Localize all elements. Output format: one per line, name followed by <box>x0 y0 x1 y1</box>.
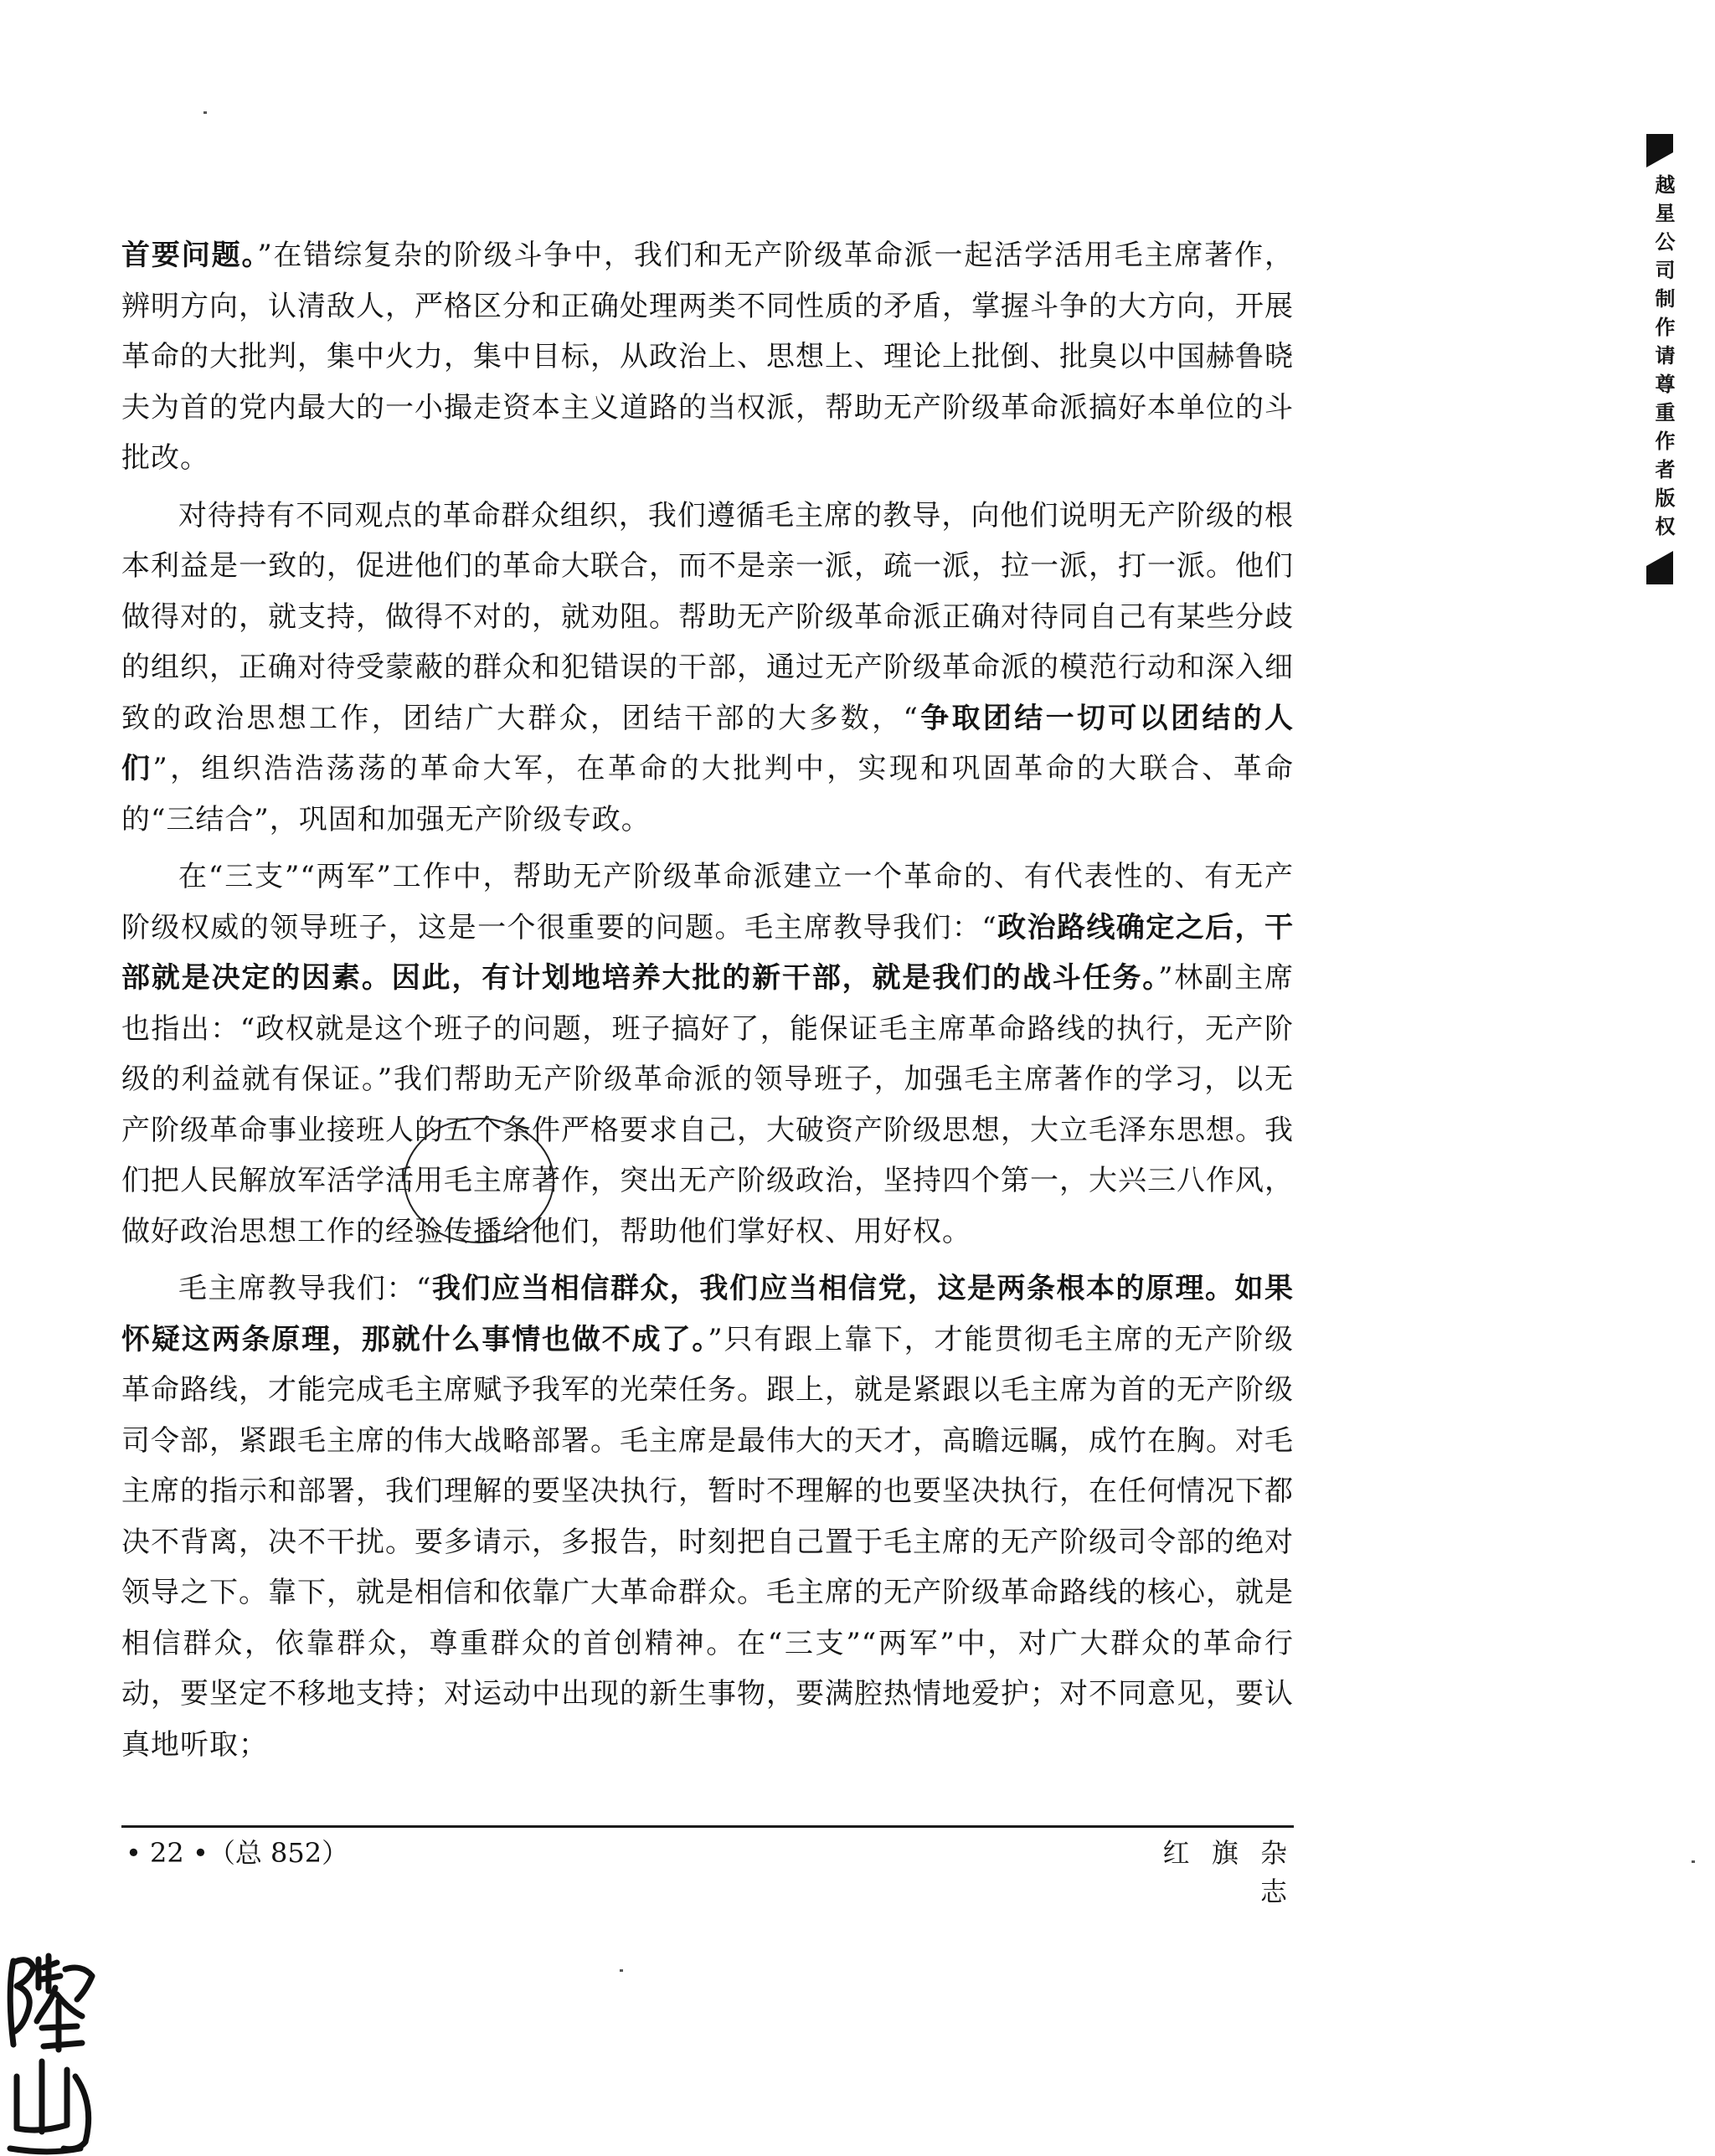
paragraph-text: ”林副主席也指出：“政权就是这个班子的问题，班子搞好了，能保证毛主席革命路线的执行，无产阶级的利益就有保证。”我们帮助无产阶级革命派的领导班子，加强毛主席著作的学习，以无产阶级革命事业接班人的五个条件严格要求自己，大破资产阶级思想，大立毛泽东思想。我们把人民解放军活学活用毛主席著作，突出无产阶级政治，坚持四个第一，大兴三八作风，做好政治思想工作的经验传播给他们，帮助他们掌好权、用好权。 <box>121 961 1295 1248</box>
quote-bold: 争取团结一切可以团结的人们 <box>121 701 1294 785</box>
paragraph-3 <box>121 852 1294 1257</box>
quote-bold: 政治路线确定之后，干部就是决定的因素。因此，有计划地培养大批的新干部，就是我们的战斗任务。 <box>121 910 1294 995</box>
notice-bar-bottom <box>1646 551 1673 584</box>
paragraph-4 <box>121 1263 1294 1770</box>
ink-circle-mark <box>404 1118 554 1243</box>
paragraph-text: 对待持有不同观点的革命群众组织，我们遵循毛主席的教导，向他们说明无产阶级的根本利益是一致的，促进他们的革命大联合，而不是亲一派，疏一派，拉一派，打一派。他们做得对的，就支持，做得不对的，就劝阻。帮助无产阶级革命派正确对待同自己有某些分歧的组织，正确对待受蒙蔽的群众和犯错误的干部，通过无产阶级革命派的模范行动和深入细致的政治思想工作，团结广大群众，团结干部的大多数，“ <box>121 498 1294 735</box>
copyright-notice <box>1643 134 1680 584</box>
scan-speck <box>1692 1860 1695 1863</box>
paragraph-2 <box>121 491 1294 846</box>
notice-bar-top <box>1646 134 1673 167</box>
article-body <box>121 230 1294 1770</box>
copyright-text: 越星公司制作请尊重作者版权 <box>1651 174 1675 544</box>
paragraph-text: 在“三支”“两军”工作中，帮助无产阶级革命派建立一个革命的、有代表性的、有无产阶级权威的领导班子，这是一个很重要的问题。毛主席教导我们：“ <box>121 860 1294 944</box>
journal-title: 红 旗 杂 志 <box>1162 1837 1294 1907</box>
seal-logo-icon <box>5 1951 106 2156</box>
paragraph-1 <box>121 230 1294 484</box>
quote-bold: 首要问题。 <box>121 239 258 272</box>
paragraph-text: ”只有跟上靠下，才能贯彻毛主席的无产阶级革命路线，才能完成毛主席赋予我军的光荣任务。跟上，就是紧跟以毛主席为首的无产阶级司令部，紧跟毛主席的伟大战略部署。毛主席是最伟大的天才，高瞻远瞩，成竹在胸。对毛主席的指示和部署，我们理解的要坚决执行，暂时不理解的也要坚决执行，在任何情况下都决不背离，决不干扰。要多请示，多报告，时刻把自己置于毛主席的无产阶级司令部的绝对领导之下。靠下，就是相信和依靠广大革命群众。毛主席的无产阶级革命路线的核心，就是相信群众，依靠群众，尊重群众的首创精神。在“三支”“两军”中，对广大群众的革命行动，要坚定不移地支持；对运动中出现的新生事物，要满腔热情地爱护；对不同意见，要认真地听取； <box>121 1322 1294 1762</box>
quote-bold: 我们应当相信群众，我们应当相信党，这是两条根本的原理。如果怀疑这两条原理，那就什么事情也做不成了。 <box>121 1272 1294 1356</box>
paragraph-text: ”，组织浩浩荡荡的革命大军，在革命的大批判中，实现和巩固革命的大联合、革命的“三结合”，巩固和加强无产阶级专政。 <box>121 752 1294 836</box>
scan-speck <box>620 1969 623 1972</box>
footer-divider <box>121 1825 1294 1828</box>
paragraph-text: ”在错综复杂的阶级斗争中，我们和无产阶级革命派一起活学活用毛主席著作，辨明方向，认清敌人，严格区分和正确处理两类不同性质的矛盾，掌握斗争的大方向，开展革命的大批判，集中火力，集中目标，从政治上、思想上、理论上批倒、批臭以中国赫鲁晓夫为首的党内最大的一小撮走资本主义道路的当权派，帮助无产阶级革命派搞好本单位的斗批改。 <box>121 239 1294 475</box>
scan-speck <box>203 111 207 114</box>
paragraph-text: 毛主席教导我们：“ <box>178 1272 432 1305</box>
page-number: • 22 •（总 852） <box>126 1837 349 1869</box>
